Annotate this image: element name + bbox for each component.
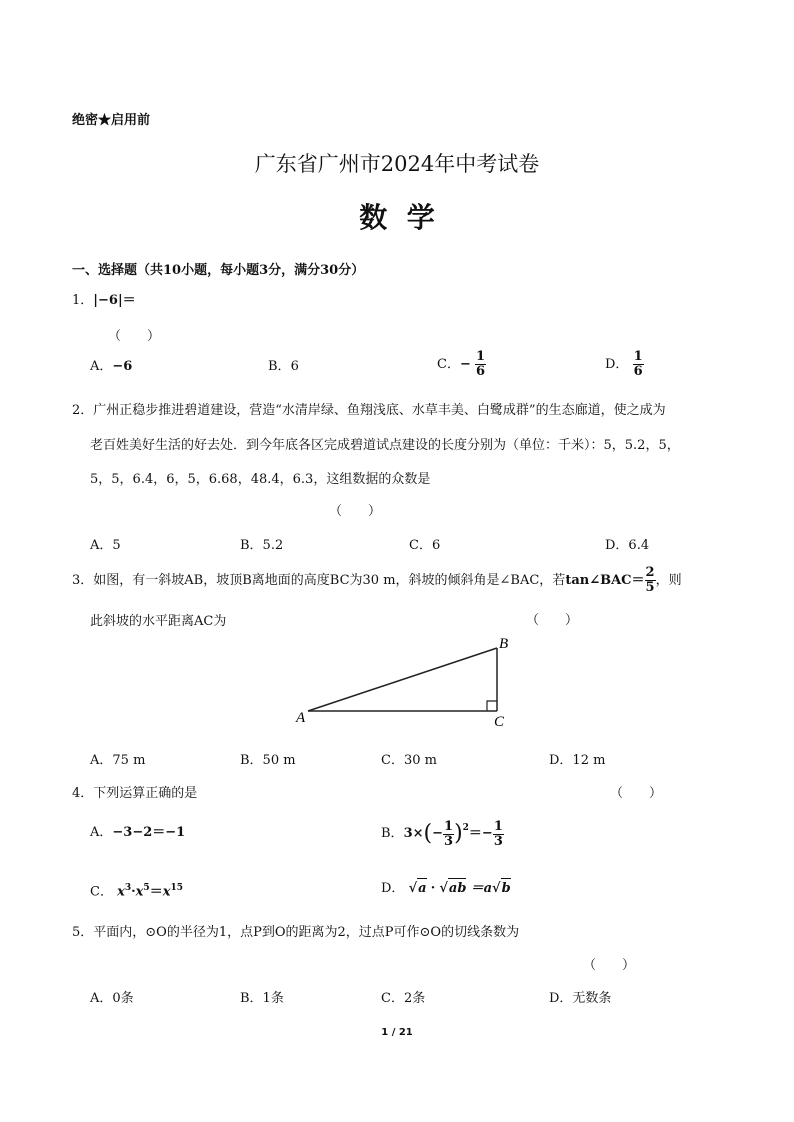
option-d[interactable]: D．12 m (549, 753, 606, 768)
answer-bracket: （ ） (526, 613, 579, 628)
tan-expression: tan∠BAC＝ (565, 573, 645, 588)
confidential-mark: 绝密★启用前 (72, 113, 151, 128)
option-d[interactable]: D．6.4 (605, 538, 650, 553)
option-c[interactable]: C．30 m (381, 753, 437, 768)
exam-title: 广东省广州市2024年中考试卷 (254, 152, 540, 176)
question-2-line3: 5，5，6.4，6，5，6.68，48.4，6.3，这组数据的众数是 (90, 472, 431, 487)
option-a[interactable]: A．−3−2＝−1 (90, 825, 186, 840)
answer-bracket: （ ） (108, 329, 161, 344)
option-c[interactable]: C．2条 (381, 991, 426, 1006)
vertex-c-label: C (494, 714, 505, 730)
option-b[interactable]: B． 3× ( − $\frac{1}{3}$ ) $^2$ ＝− $\frac{1}{3}$ (381, 818, 503, 849)
question-3-line2: 此斜坡的水平距离AC为 (90, 614, 227, 629)
option-c[interactable]: C．6 (409, 538, 441, 553)
option-c[interactable]: C．− $\frac{1}{6}$ (437, 349, 486, 379)
option-d[interactable]: D．无数条 (549, 991, 612, 1006)
minus-sign: − (432, 826, 444, 841)
question-5: 5．平面内，⊙O的半径为1，点P到O的距离为2，过点P可作⊙O的切线条数为 (72, 925, 520, 940)
option-d[interactable]: D． $\frac{1}{6}$ (605, 349, 643, 379)
option-a[interactable]: A．0条 (90, 991, 134, 1006)
option-d[interactable]: D． √a · √ab ＝a√b (381, 878, 511, 899)
segment-ab (308, 648, 497, 711)
option-b[interactable]: B．6 (268, 359, 299, 374)
option-b[interactable]: B．1条 (240, 991, 284, 1006)
radical-sign: √ (408, 881, 418, 896)
answer-bracket: （ ） (329, 504, 382, 519)
option-c[interactable]: C． $x^3\cdot x^5=x^{15}$ (90, 883, 183, 900)
section-heading: 一、选择题（共10小题，每小题3分，满分30分） (72, 263, 365, 278)
page-number: 1 / 21 (381, 1027, 413, 1038)
slope-triangle-figure (290, 632, 520, 732)
radical-sign: √ (439, 881, 448, 896)
vertex-b-label: B (499, 636, 509, 652)
fraction: $\frac{2}{5}$ (645, 565, 655, 595)
option-b[interactable]: B．50 m (240, 753, 296, 768)
option-a[interactable]: A．75 m (90, 753, 146, 768)
fraction: $\frac{1}{6}$ (633, 349, 643, 379)
question-2: 2．广州正稳步推进碧道建设，营造“水清岸绿、鱼翔浅底、水草丰美、白鹭成群”的生态廊道，使之成为 (72, 403, 666, 418)
question-stem: |−6|＝ (93, 293, 136, 308)
subject-title: 数 学 (359, 201, 435, 234)
option-a[interactable]: A．5 (90, 538, 121, 553)
fraction: $\frac{1}{6}$ (476, 349, 486, 379)
question-1 (72, 291, 136, 311)
option-b[interactable]: B．5.2 (240, 538, 284, 553)
right-paren: ) (454, 821, 463, 846)
left-paren: ( (423, 821, 433, 846)
fraction: $\frac{1}{3}$ (444, 818, 454, 849)
answer-bracket: （ ） (583, 958, 636, 973)
right-angle-mark (487, 701, 497, 711)
question-4: 4．下列运算正确的是 (72, 786, 198, 801)
answer-bracket: （ ） (610, 786, 663, 801)
question-2-line2: 老百姓美好生活的好去处．到今年底各区完成碧道试点建设的长度分别为（单位：千米）：5，5.2，5， (90, 438, 680, 453)
question-number: 1． (72, 293, 94, 308)
vertex-a-label: A (296, 710, 306, 726)
option-a[interactable]: A．−6 (90, 359, 133, 374)
radical-sign: √ (492, 881, 501, 896)
question-3: 3．如图，有一斜坡AB，坡顶B离地面的高度BC为30 m，斜坡的倾斜角是∠BAC，若tan∠BAC＝ $\frac{2}{5}$ ，则 (72, 565, 682, 595)
fraction: $\frac{1}{3}$ (493, 818, 503, 849)
